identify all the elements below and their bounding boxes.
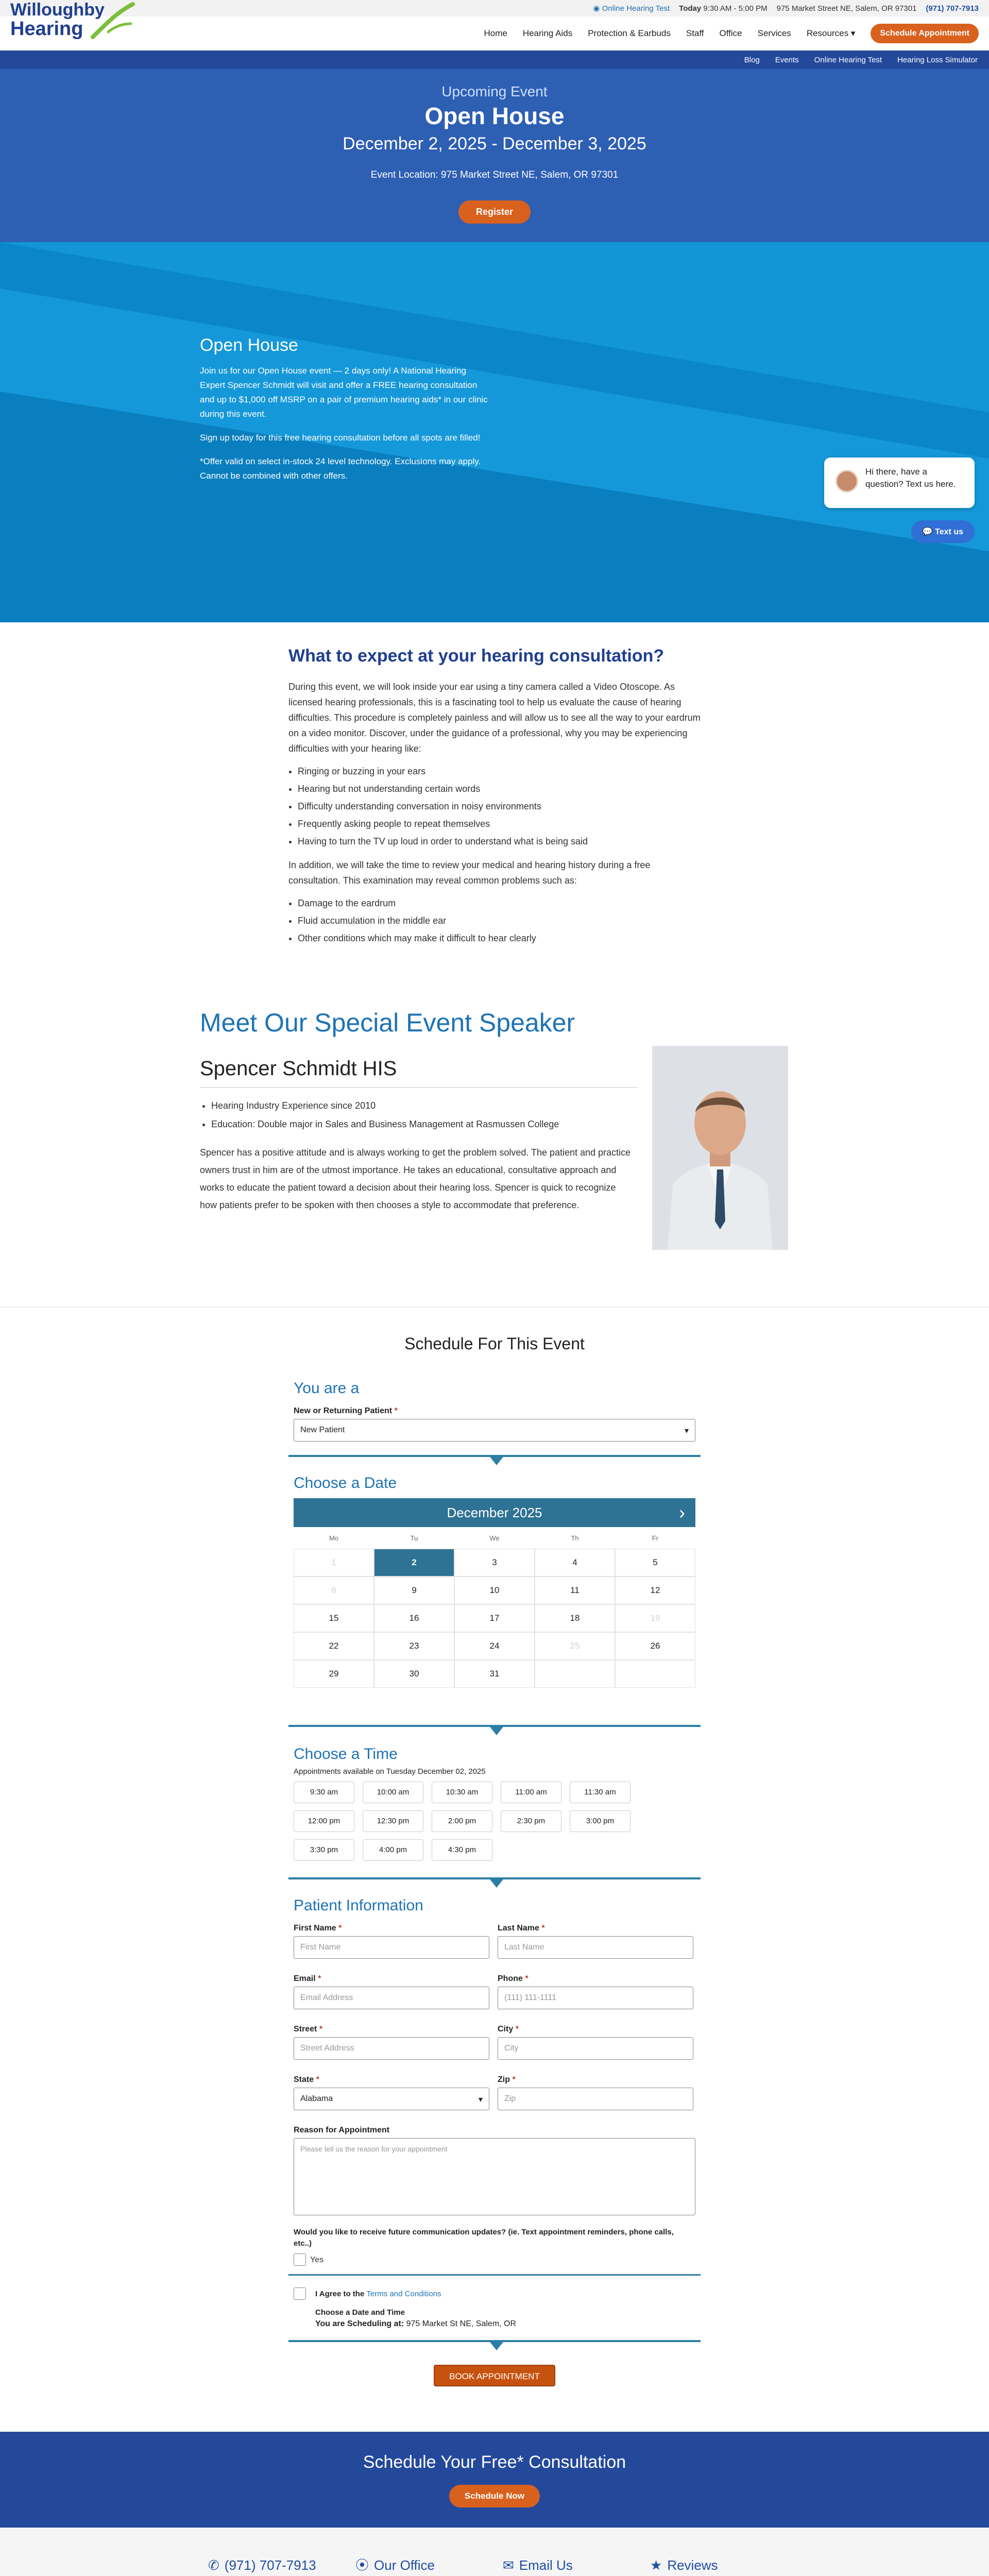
footer-office [355,2558,486,2576]
symptoms-list [298,764,701,849]
list-item: • Education: Double major in Sales and Business Management at Rasmussen College [211,1115,559,1133]
terms-link[interactable]: Terms and Conditions [366,2290,441,2298]
avatar [835,470,858,493]
calendar-day[interactable]: 29 [294,1660,374,1688]
first-name-label-text: First Name [294,1924,336,1933]
nav-home[interactable]: Home [484,28,507,38]
calendar-day[interactable]: 31 [454,1660,535,1688]
list-item: • Difficulty understanding conversation in noisy environments [298,799,701,814]
divider [200,1087,638,1088]
time-slot[interactable]: 4:30 pm [432,1839,492,1861]
choose-time-title: Choose a Time [294,1745,398,1762]
online-test-link[interactable]: ◉ Online Hearing Test [593,4,670,13]
state-value: Alabama [300,2094,333,2103]
nav-staff[interactable]: Staff [686,28,704,38]
section-divider [288,2340,701,2342]
today-label: Today [679,4,702,13]
consultation-title: What to expect at your hearing consultation? [288,646,664,666]
register-button[interactable]: Register [458,200,531,224]
weekday-label: Fr [652,1534,659,1542]
reason-label: Reason for Appointment [294,2126,390,2134]
calendar-day[interactable]: 10 [454,1577,535,1604]
scheduling-location: 975 Market St NE, Salem, OR [406,2319,517,2328]
city-label-text: City [498,2025,514,2033]
text-us-button[interactable] [911,520,975,543]
calendar [294,1498,695,1688]
chat-icon: 💬 [922,528,933,536]
calendar-day[interactable]: 18 [535,1604,615,1632]
updates-yes-label: Yes [310,2256,324,2264]
secondary-nav [0,50,989,69]
envelope-icon: ✉ [503,2557,514,2573]
schedule-appointment-button[interactable]: Schedule Appointment [871,24,979,43]
calendar-day: 1 [294,1549,374,1577]
email-label-text: Email [294,1974,316,1983]
utility-bar [0,0,989,16]
logo[interactable] [10,0,134,58]
subnav-blog[interactable]: Blog [744,55,760,64]
calendar-day [535,1660,615,1688]
today-hours-value: 9:30 AM - 5:00 PM [703,4,768,13]
time-slot[interactable]: 12:00 pm [294,1810,354,1832]
event-hero [0,69,989,242]
speaker-section [0,1008,989,1307]
city-label: City * [498,2025,519,2033]
scheduling-prefix: You are Scheduling at: [315,2319,404,2328]
list-item: • Having to turn the TV up loud in order to understand what is being said [298,834,701,849]
footer-email [503,2558,637,2576]
zip-input[interactable]: Zip [498,2088,693,2110]
banner-text [200,335,488,493]
consultation-cta [0,2432,989,2528]
zip-label: Zip * [498,2075,516,2084]
chat-bubble[interactable] [824,457,975,508]
nav-hearing-aids[interactable]: Hearing Aids [522,28,573,38]
appointments-note: Appointments available on Tuesday December 02, 2025 [294,1767,486,1776]
banner-title: Open House [200,335,298,355]
list-item: • Ringing or buzzing in your ears [298,764,701,779]
chevron-right-icon[interactable]: › [679,1502,685,1523]
consultation-intro: During this event, we will look inside your ear using a tiny camera called a Video Otoscope. As licensed hearing professionals, this is a fascinating tool to help us evaluate the cause of hearing difficulties. This procedure is completely painless and will allow us to see all the way to your eardrum on a video monitor. Discover, under the guidance of a professional, why you may be experiencing difficulties with your hearing like: [288,682,701,754]
list-item: • Frequently asking people to repeat themselves [298,816,701,832]
time-slot[interactable]: 4:00 pm [363,1839,423,1861]
list-item: • Hearing Industry Experience since 2010 [211,1096,559,1115]
text-us-label: Text us [935,528,963,536]
time-slot[interactable]: 11:00 am [501,1782,561,1803]
time-slot[interactable]: 10:30 am [432,1782,492,1803]
footer-phone[interactable] [208,2558,325,2572]
calendar-day[interactable]: 5 [615,1549,695,1577]
logo-line1: Willoughby [10,0,105,20]
reason-textarea[interactable]: Please tell us the reason for your appointment [294,2138,695,2215]
chevron-down-icon: ▾ [850,28,856,38]
subnav-events[interactable]: Events [775,55,799,64]
today-hours [679,4,767,13]
consultation-section [0,622,989,1008]
calendar-day[interactable]: 15 [294,1604,374,1632]
site-footer [0,2528,989,2576]
state-label: State * [294,2075,319,2084]
patient-type-label: New or Returning Patient * [294,1406,398,1415]
section-divider [288,2274,701,2276]
calendar-header [294,1498,695,1527]
first-name-input[interactable]: First Name [294,1936,489,1959]
section-divider [288,1725,701,1727]
schedule-title: Schedule For This Event [404,1334,585,1353]
schedule-now-button[interactable]: Schedule Now [449,2485,540,2507]
online-test-label: Online Hearing Test [602,4,670,13]
patient-type-value: New Patient [300,1426,345,1434]
nav-office[interactable]: Office [719,28,742,38]
street-label: Street * [294,2025,323,2033]
street-label-text: Street [294,2025,317,2033]
event-dates: December 2, 2025 - December 3, 2025 [343,134,646,154]
email-field[interactable]: Email Address [294,1987,489,2009]
location-pin-icon: ⦿ [355,2557,369,2573]
email-label: Email * [294,1974,321,1983]
speaker-facts [211,1096,559,1133]
time-slot[interactable]: 9:30 am [294,1782,354,1803]
phone-field[interactable]: (111) 111-1111 [498,1987,693,2009]
office-title: Our Office [374,2557,435,2573]
time-slot[interactable]: 2:00 pm [432,1810,492,1832]
email-title: Email Us [519,2557,573,2573]
state-label-text: State [294,2075,314,2084]
agree-terms-label [315,2290,441,2298]
calendar-day[interactable]: 9 [374,1577,454,1604]
calendar-day[interactable]: 4 [535,1549,615,1577]
calendar-day[interactable]: 22 [294,1632,374,1660]
logo-line2: Hearing [10,18,83,40]
updates-question: Would you like to receive future communication updates? (ie. Text appointment reminders, phone calls, etc..) [294,2228,674,2248]
last-name-label: Last Name * [498,1924,545,1933]
street-input[interactable]: Street Address [294,2037,489,2060]
calendar-day[interactable]: 24 [454,1632,535,1660]
calendar-day[interactable]: 30 [374,1660,454,1688]
address-link[interactable]: 975 Market Street NE, Salem, OR 97301 [776,4,917,13]
weekday-label: Tu [410,1534,418,1542]
speaker-bio: Spencer has a positive attitude and is always working to get the problem solved. The patient and practice owners trust in him are of the utmost importance. He takes an educational, consultative approach and works to educate the patient toward a decision about their hearing loss. Spencer is quick to recognize how patients prefer to be spoken with then chooses a style to accommodate that preference. [200,1147,631,1210]
calendar-weekdays [294,1527,695,1549]
patient-info-title: Patient Information [294,1897,423,1914]
list-item: • Damage to the eardrum [298,895,701,911]
speaker-photo [652,1046,788,1250]
section-divider [288,1877,701,1879]
phone-link[interactable]: (971) 707-7913 [926,4,979,13]
book-appointment-button[interactable]: BOOK APPOINTMENT [434,2365,555,2386]
state-select[interactable] [294,2088,489,2110]
logo-swoosh-icon [88,1,135,41]
time-slot[interactable]: 12:30 pm [363,1810,423,1832]
time-slot[interactable]: 11:30 am [570,1782,630,1803]
first-name-label: First Name * [294,1924,342,1933]
nav-protection[interactable]: Protection & Earbuds [588,28,671,38]
main-nav [484,24,979,43]
calendar-day[interactable]: 12 [615,1577,695,1604]
last-name-label-text: Last Name [498,1924,539,1933]
time-slot[interactable]: 3:00 pm [570,1810,630,1832]
calendar-day[interactable]: 26 [615,1632,695,1660]
you-are-title: You are a [294,1380,360,1397]
weekday-label: Th [571,1534,579,1542]
footer-contact [208,2558,325,2576]
weekday-label: Mo [329,1534,339,1542]
nav-services[interactable]: Services [757,28,791,38]
zip-label-text: Zip [498,2075,510,2084]
open-house-banner [0,242,989,622]
footer-reviews [650,2558,761,2576]
chat-message: Hi there, have a question? Text us here. [865,467,956,489]
subnav-online-test[interactable]: Online Hearing Test [814,55,882,64]
list-item: • Fluid accumulation in the middle ear [298,913,701,928]
banner-p2: Sign up today for this free hearing consultation before all spots are filled! [200,433,481,443]
calendar-day[interactable]: 3 [454,1549,535,1577]
time-slot[interactable]: 2:30 pm [501,1810,561,1832]
chevron-down-icon: ▾ [478,2095,483,2104]
nav-resources[interactable] [807,28,856,39]
event-location: Event Location: 975 Market Street NE, Salem, OR 97301 [370,170,619,180]
last-name-input[interactable]: Last Name [498,1936,693,1959]
calendar-month: December 2025 [447,1505,542,1520]
banner-background [0,242,989,622]
city-input[interactable]: City [498,2037,693,2060]
list-item: • Other conditions which may make it difficult to hear clearly [298,930,701,946]
choose-date-title: Choose a Date [294,1475,397,1492]
scheduler [0,1308,989,2432]
reviews-title: Reviews [667,2557,718,2573]
time-slots [294,1782,695,1861]
banner-p3: *Offer valid on select in-stock 24 level technology. Exclusions may apply. Cannot be combined with other offers. [200,456,481,481]
subnav-simulator[interactable]: Hearing Loss Simulator [897,55,978,64]
calendar-day-selected[interactable]: 2 [374,1549,454,1577]
weekday-label: We [489,1534,500,1542]
event-kicker: Upcoming Event [441,83,548,99]
problems-list [298,895,701,946]
consultation-middle: In addition, we will take the time to review your medical and hearing history during a free consultation. This examination may reveal common problems such as: [288,860,651,886]
calendar-day[interactable]: 16 [374,1604,454,1632]
choose-date-time-note: Choose a Date and Time [315,2308,405,2317]
calendar-day [615,1660,695,1688]
agree-terms-checkbox[interactable] [294,2287,306,2300]
time-slot[interactable]: 10:00 am [363,1782,423,1803]
banner-p1: Join us for our Open House event — 2 days only! A National Hearing Expert Spencer Schmidt will visit and offer a FREE hearing consultation and up to $1,000 off MSRP on a pair of premium hearing aids* in our clinic during this event. [200,366,488,419]
scheduling-at [315,2319,516,2329]
event-title: Open House [424,103,565,129]
calendar-day: 19 [615,1604,695,1632]
calendar-grid [294,1549,695,1688]
footer-phone-number: (971) 707-7913 [224,2557,316,2573]
updates-yes-checkbox[interactable] [294,2253,306,2266]
cta-title: Schedule Your Free* Consultation [363,2452,626,2472]
phone-icon: ✆ [208,2557,219,2573]
calendar-day[interactable]: 17 [454,1604,535,1632]
calendar-day[interactable]: 11 [535,1577,615,1604]
patient-type-label-text: New or Returning Patient [294,1406,393,1415]
star-icon: ★ [650,2557,662,2573]
agree-prefix: I Agree to the [315,2290,365,2298]
calendar-day: 8 [294,1577,374,1604]
chevron-down-icon: ▾ [684,1427,689,1435]
nav-resources-label: Resources [806,28,849,38]
phone-label: Phone * [498,1974,528,1983]
time-slot[interactable]: 3:30 pm [294,1839,354,1861]
phone-label-text: Phone [498,1974,523,1983]
list-item: • Hearing but not understanding certain words [298,781,701,796]
chat-widget [824,457,975,536]
calendar-day[interactable]: 23 [374,1632,454,1660]
speaker-name: Spencer Schmidt HIS [200,1057,397,1080]
section-divider [288,1455,701,1457]
calendar-day: 25 [535,1632,615,1660]
patient-type-select[interactable] [294,1419,695,1442]
speaker-heading: Meet Our Special Event Speaker [200,1008,575,1037]
